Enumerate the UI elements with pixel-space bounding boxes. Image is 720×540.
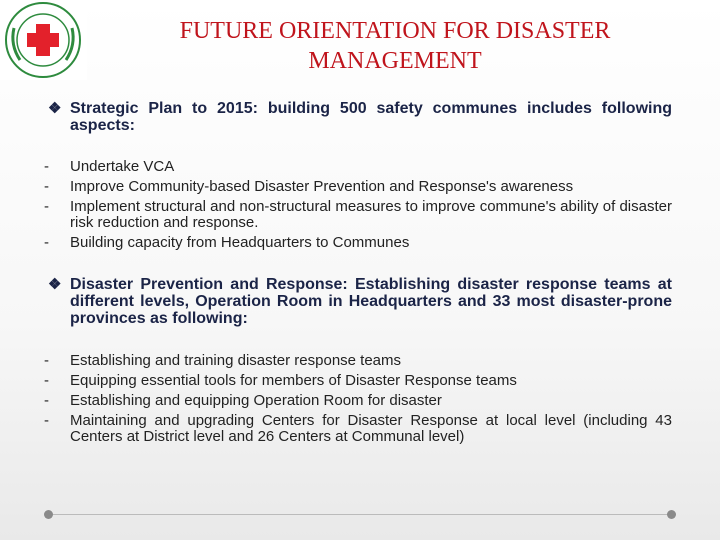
disaster-prevention-list [44,353,672,449]
footer-divider [48,514,672,515]
strategic-plan-list [44,159,672,255]
footer-dot-right [667,510,676,519]
list-item: - Establishing and training disaster response teams [44,352,402,369]
list-item: - Establishing and equipping Operation Room for disaster [44,392,442,409]
list-item: - Building capacity from Headquarters to Communes [44,234,410,251]
list-item: - Maintaining and upgrading Centers for Disaster Response at local level (including 43 Centers at District level and 26 Centers at Communal level) [44,412,672,445]
diamond-bullet-icon: ❖ [48,276,62,293]
title-line-2: MANAGEMENT [308,48,482,74]
title-line-1: FUTURE ORIENTATION FOR DISASTER [179,18,611,44]
list-item: - Improve Community-based Disaster Prevention and Response's awareness [44,178,574,195]
red-cross-logo [0,0,87,80]
list-item: - Equipping essential tools for members of Disaster Response teams [44,372,517,389]
list-item: - Implement structural and non-structural measures to improve commune's ability of disaster risk reduction and response. [44,198,672,231]
diamond-bullet-icon: ❖ [48,100,62,117]
section-heading-strategic-plan: ❖ Strategic Plan to 2015: building 500 safety communes includes following aspects: [48,100,672,134]
section-heading-disaster-prevention: ❖ Disaster Prevention and Response: Establishing disaster response teams at different levels, Operation Room in Headquarters and 33 most disaster-prone provinces as following: [48,276,672,327]
footer-dot-left [44,510,53,519]
slide-title [150,16,640,76]
list-item: - Undertake VCA [44,158,175,175]
